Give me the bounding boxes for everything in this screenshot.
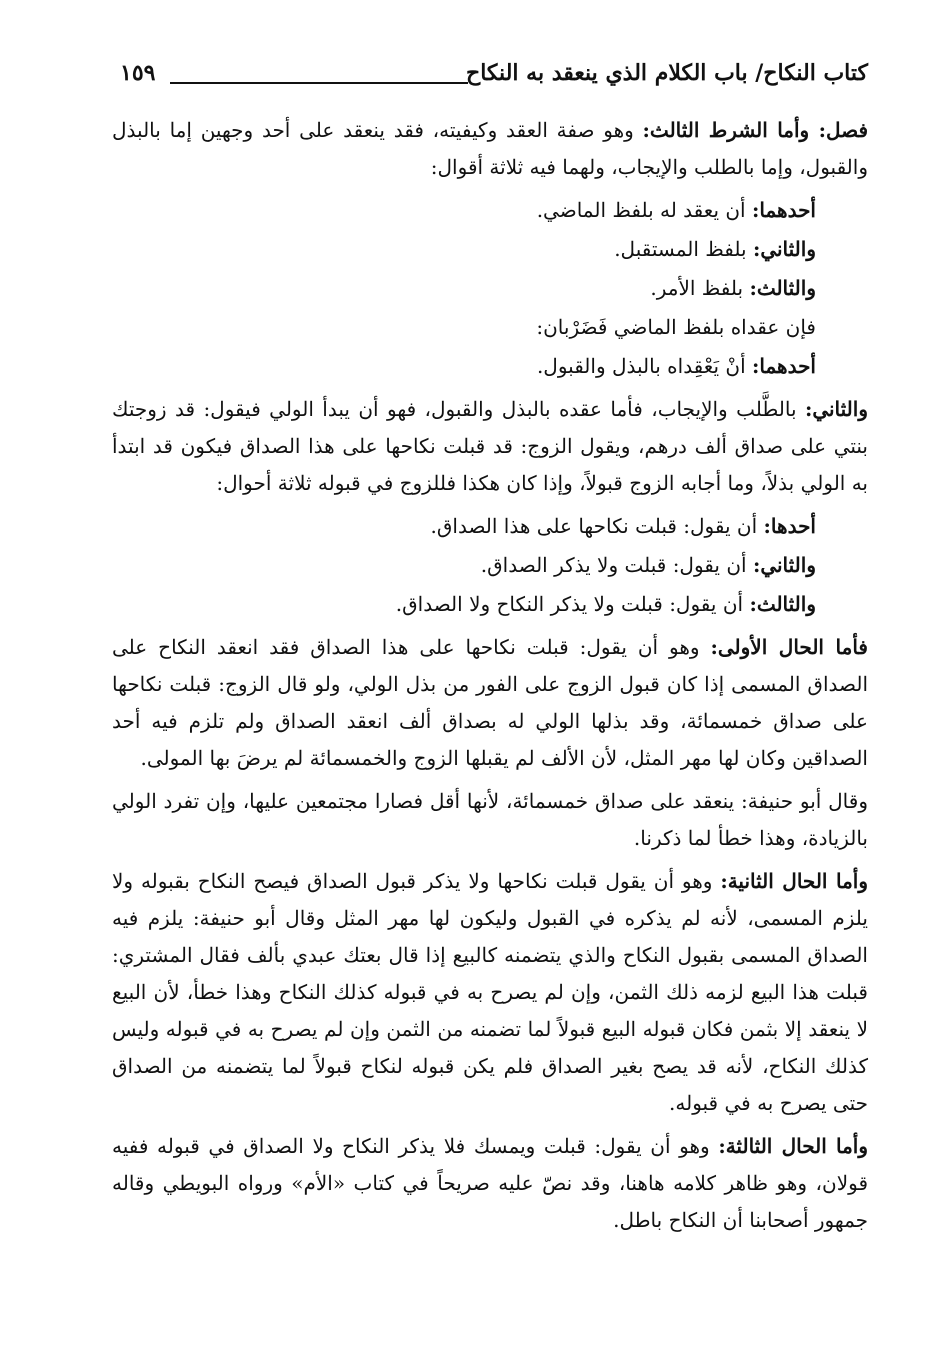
paragraph-text: وقال أبو حنيفة: ينعقد على صداق خمسمائة، لأنها أقل فصارا مجتمعين عليها، وإن تفرد الولي بالزيادة، وهذا خطأ لما ذكرنا. [112, 789, 868, 850]
page-body [112, 112, 868, 1245]
paragraph-text: بالطَّلب والإيجاب، فأما عقده بالبذل والقبول، فهو أن يبدأ الولي فيقول: قد زوجتك بنتي على صداق ألف درهم، ويقول الزوج: قد قبلت نكاحها على هذا الصداق فيكون قد ابتدأ به الولي بذلاً، وما أجابه الزوج قبولاً، وإذا كان هكذا فللزوج في قبوله ثلاثة أحوال: [112, 397, 868, 495]
paragraph-lead: والثاني: [752, 237, 816, 261]
list-item [112, 547, 868, 584]
paragraph [112, 1128, 868, 1239]
paragraph-text: أن يقول: قبلت نكاحها على هذا الصداق. [430, 514, 764, 538]
paragraph-text: بلفظ المستقبل. [614, 237, 753, 261]
list-item [112, 231, 868, 268]
list-item [112, 270, 868, 307]
paragraph-lead: وأما الحال الثانية: [720, 869, 869, 893]
paragraph-text: أن يقول: قبلت ولا يذكر النكاح ولا الصداق. [395, 592, 750, 616]
header-rule [170, 82, 468, 84]
list-item [112, 586, 868, 623]
paragraph-text: أن يقول: قبلت ولا يذكر الصداق. [480, 553, 753, 577]
paragraph-text: أنْ يَعْقِداه بالبذل والقبول. [536, 354, 752, 378]
page-number: ١٥٩ [120, 60, 156, 86]
paragraph [112, 863, 868, 1122]
paragraph-lead: والثالث: [749, 592, 816, 616]
paragraph-lead: فأما الحال الأولى: [710, 635, 868, 659]
paragraph-text: وهو أن يقول: قبلت نكاحها على هذا الصداق فقد انعقد النكاح على الصداق المسمى إذا كان قبول الزوج على الفور من بذل الولي، ولو قال الزوج: قبلت نكاحها على صداق خمسمائة، وقد بذلها الولي له بصداق ألف انعقد الصداق ولم تلزم فيه أحد الصداقين وكان لها مهر المثل، لأن الألف لم يقبلها الزوج والخمسمائة لم يرضَ بها المولى. [112, 635, 868, 770]
running-header [120, 60, 868, 100]
paragraph-lead: والثاني: [752, 553, 816, 577]
paragraph [112, 629, 868, 777]
list-item [112, 309, 868, 346]
list-item [112, 348, 868, 385]
paragraph-lead: فصل: وأما الشرط الثالث: [642, 118, 869, 142]
paragraph [112, 391, 868, 502]
paragraph [112, 783, 868, 857]
paragraph-lead: والثاني: [804, 397, 868, 421]
paragraph-text: أن يعقد له بلفظ الماضي. [536, 198, 752, 222]
paragraph-lead: أحدهما: [751, 198, 816, 222]
paragraph-text: وهو صفة العقد وكيفيته، فقد ينعقد على أحد وجهين إما بالبذل والقبول، وإما بالطلب والإيجاب، ولهما فيه ثلاثة أقوال: [112, 118, 868, 179]
paragraph-lead: أحدها: [763, 514, 816, 538]
paragraph-lead: أحدهما: [751, 354, 816, 378]
paragraph-text: بلفظ الأمر. [650, 276, 750, 300]
list-item [112, 192, 868, 229]
list-item [112, 508, 868, 545]
paragraph-text: وهو أن يقول: قبلت ويمسك فلا يذكر النكاح ولا الصداق في قبوله ففيه قولان، وهو ظاهر كلامه هاهنا، وقد نصّ عليه صريحاً في كتاب «الأم» ورواه البويطي وقاله جمهور أصحابنا أن النكاح باطل. [112, 1134, 868, 1232]
paragraph-text: فإن عقداه بلفظ الماضي فَضَرْبان: [536, 315, 816, 339]
paragraph-lead: والثالث: [749, 276, 816, 300]
paragraph-lead: وأما الحال الثالثة: [718, 1134, 868, 1158]
paragraph [112, 112, 868, 186]
paragraph-text: وهو أن يقول قبلت نكاحها ولا يذكر قبول الصداق فيصح النكاح بقبوله ولا يلزم المسمى، لأنه لم يذكره في القبول وليكون لها مهر المثل وقال أبو حنيفة: يلزم فيه الصداق المسمى بقبول النكاح والذي يتضمنه كالبيع إذا قال بعتك عبدي بألف فقال المشتري: قبلت هذا البيع لزمه ذلك الثمن، وإن لم يصرح به في قبوله كذلك النكاح وهذا خطأ، لأن البيع لا ينعقد إلا بثمن فكان قبوله البيع قبولاً لما تضمنه من الثمن وإن لم يصرح به في قبوله وليس كذلك النكاح، لأنه قد يصح بغير الصداق فلم يكن قبوله لنكاح قبولاً لما يتضمنه من الصداق حتى يصرح به في قبوله. [112, 869, 868, 1115]
header-title: كتاب النكاح/ باب الكلام الذي ينعقد به النكاح [466, 60, 868, 86]
